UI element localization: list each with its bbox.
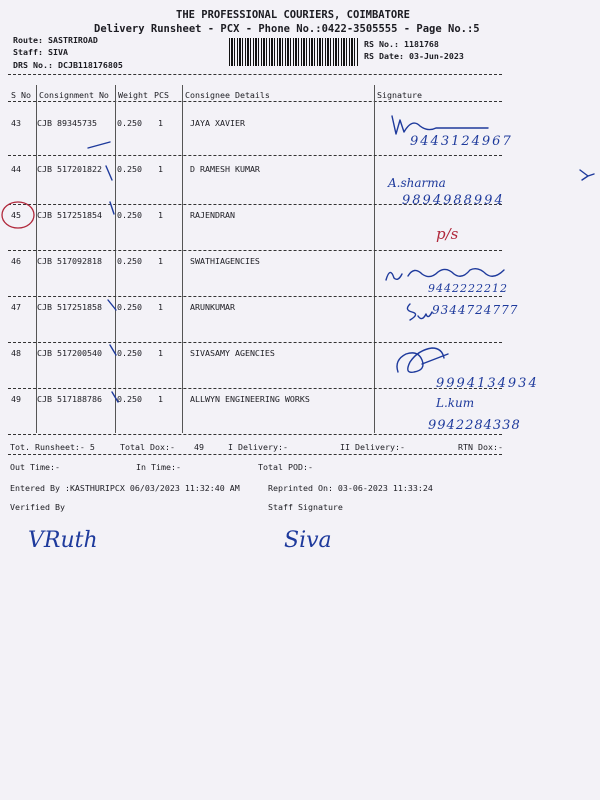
totals-rule <box>8 454 502 455</box>
company-title: THE PROFESSIONAL COURIERS, COIMBATORE <box>176 9 410 21</box>
row-consignment: CJB 89345735 <box>37 118 97 128</box>
row-pcs: 1 <box>158 118 163 128</box>
reprinted-on: Reprinted On: 03-06-2023 11:33:24 <box>268 483 433 493</box>
column-header-signature: Signature <box>377 90 422 100</box>
column-header-pcs: PCS <box>154 90 169 100</box>
ii-delivery: II Delivery:- <box>340 442 405 452</box>
signature-scribble-48 <box>392 344 452 378</box>
row-consignee: D RAMESH KUMAR <box>190 164 260 174</box>
row-consignee: ARUNKUMAR <box>190 302 235 312</box>
out-time: Out Time:- <box>10 462 60 472</box>
row-rule <box>8 250 502 251</box>
column-header-consignee: Consignee Details <box>185 90 270 100</box>
handwritten-name-49: L.kum <box>436 396 475 410</box>
row-pcs: 1 <box>158 348 163 358</box>
row-sno: 49 <box>11 394 21 404</box>
handwritten-phone-47a: 9442222212 <box>428 282 508 295</box>
row-weight: 0.250 <box>117 256 142 266</box>
row-consignment: CJB 517200540 <box>37 348 102 358</box>
handwritten-note-45: p/s <box>436 225 459 243</box>
column-header-sno: S No <box>11 90 31 100</box>
total-pod: Total POD:- <box>258 462 313 472</box>
route-label: Route: SASTRIROAD <box>13 35 98 45</box>
signature-scribble-47 <box>404 300 434 324</box>
row-pcs: 1 <box>158 164 163 174</box>
row-sno: 47 <box>11 302 21 312</box>
row-consignee: RAJENDRAN <box>190 210 235 220</box>
col-divider <box>374 85 375 433</box>
tot-runsheet: Tot. Runsheet:- 5 <box>10 442 95 452</box>
row-pcs: 1 <box>158 302 163 312</box>
row-pcs: 1 <box>158 394 163 404</box>
row-sno: 45 <box>11 210 21 220</box>
row-consignee: SIVASAMY AGENCIES <box>190 348 275 358</box>
row-pcs: 1 <box>158 210 163 220</box>
handwritten-phone-49a: 9994134934 <box>436 376 539 391</box>
margin-scribble <box>578 166 596 184</box>
row-consignment: CJB 517092818 <box>37 256 102 266</box>
row-weight: 0.250 <box>117 164 142 174</box>
total-dox-label: Total Dox:- <box>120 442 175 452</box>
drs-number: DRS No.: DCJB118176805 <box>13 60 123 70</box>
row-consignment: CJB 517251854 <box>37 210 102 220</box>
in-time: In Time:- <box>136 462 181 472</box>
row-weight: 0.250 <box>117 118 142 128</box>
red-circle-mark <box>0 200 40 234</box>
row-consignee: SWATHIAGENCIES <box>190 256 260 266</box>
header-rule <box>8 101 502 102</box>
row-weight: 0.250 <box>117 302 142 312</box>
pen-tick-marks <box>88 130 118 430</box>
handwritten-phone-43: 9443124967 <box>410 134 513 149</box>
col-divider <box>182 85 183 433</box>
staff-label: Staff: SIVA <box>13 47 68 57</box>
row-weight: 0.250 <box>117 210 142 220</box>
rs-number: RS No.: 1181768 <box>364 39 439 49</box>
row-rule <box>8 296 502 297</box>
row-sno: 43 <box>11 118 21 128</box>
row-weight: 0.250 <box>117 348 142 358</box>
table-top-rule <box>8 74 502 75</box>
column-header-consignment: Consignment No <box>39 90 109 100</box>
rtn-dox: RTN Dox:- <box>458 442 503 452</box>
row-rule <box>8 342 502 343</box>
staff-signature: Siva <box>284 528 332 553</box>
row-rule <box>8 155 502 156</box>
handwritten-phone-49b: 9942284338 <box>428 418 521 433</box>
handwritten-phone-44: 9894988994 <box>402 193 505 208</box>
row-consignee: JAYA XAVIER <box>190 118 245 128</box>
row-rule <box>8 388 502 389</box>
total-dox-value: 49 <box>194 442 204 452</box>
handwritten-phone-47b: 9344724777 <box>432 303 519 317</box>
row-weight: 0.250 <box>117 394 142 404</box>
handwritten-name-44: A.sharma <box>388 176 446 190</box>
column-header-weight: Weight <box>118 90 148 100</box>
entered-by: Entered By :KASTHURIPCX 06/03/2023 11:32:40 AM <box>10 483 240 493</box>
runsheet-subtitle: Delivery Runsheet - PCX - Phone No.:0422-3505555 - Page No.:5 <box>94 23 480 35</box>
row-sno: 44 <box>11 164 21 174</box>
i-delivery: I Delivery:- <box>228 442 288 452</box>
barcode <box>229 38 359 66</box>
row-consignee: ALLWYN ENGINEERING WORKS <box>190 394 310 404</box>
row-consignment: CJB 517188786 <box>37 394 102 404</box>
row-consignment: CJB 517251858 <box>37 302 102 312</box>
row-sno: 46 <box>11 256 21 266</box>
rs-date: RS Date: 03-Jun-2023 <box>364 51 464 61</box>
staff-signature-label: Staff Signature <box>268 502 343 512</box>
row-consignment: CJB 517201822 <box>37 164 102 174</box>
row-pcs: 1 <box>158 256 163 266</box>
row-sno: 48 <box>11 348 21 358</box>
verified-by-label: Verified By <box>10 502 65 512</box>
verified-signature: VRuth <box>28 528 98 553</box>
table-bottom-rule <box>8 434 502 435</box>
